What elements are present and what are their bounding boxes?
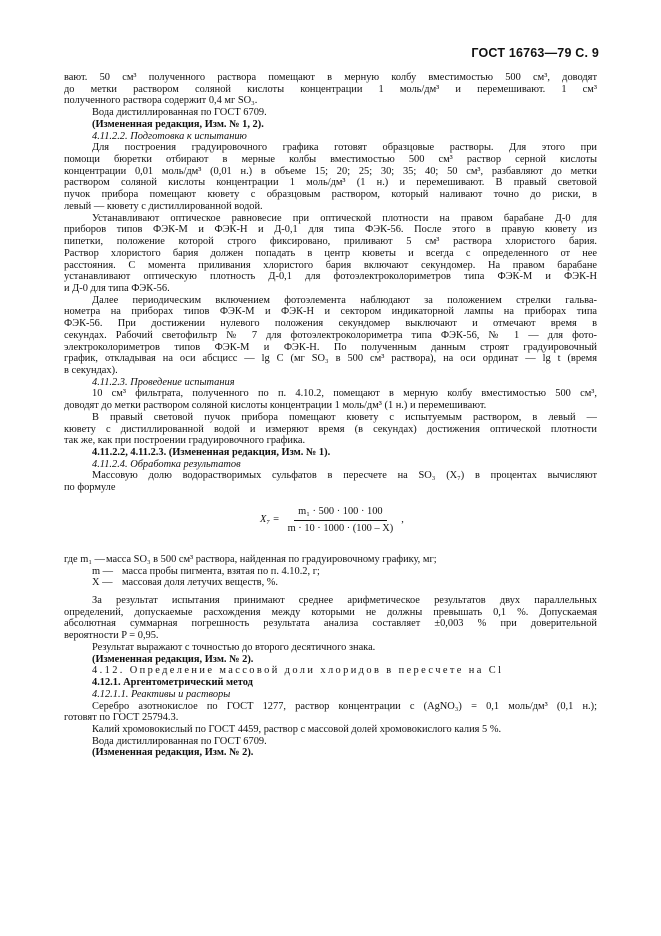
variable-symbol: X — — [92, 577, 113, 589]
text-line: ФЭК-56. При достижении нулевого положения секундомер выключают и отмечают время в — [64, 318, 597, 330]
variable-definition — [64, 566, 597, 578]
text-line: помощи бюретки отбирают в мерные колбы вместимостью 500 см³ раствор серной кислоты — [64, 154, 597, 166]
formula-denominator: m · 10 · 1000 · (100 – X) — [287, 522, 394, 534]
text-line: В правый световой пучок прибора помещают кювету с испытуемым раствором, в левый — — [92, 411, 597, 423]
variable-text: массовая доля летучих веществ, %. — [122, 577, 279, 589]
text-line: Вода дистиллированная по ГОСТ 6709. — [92, 735, 267, 747]
text-line: график, откладывая на оси абсцисс — lg C (мг SO₃ в 500 см³ раствора), на оси ординат — lg t (время — [64, 353, 597, 365]
text-line: Вода дистиллированная по ГОСТ 6709. — [92, 107, 267, 119]
text-line: За результат испытания принимают среднее арифметическое результатов двух параллельных — [92, 595, 597, 607]
text-line: расстояния. С момента приливания хлористого бария включают секундомер. На правом барабане — [64, 259, 597, 271]
section-heading: 4.11.2.2. Подготовка к испытанию — [92, 130, 247, 142]
text-line: приборов типов ФЭК-М и ФЭК-Н и Д-0,1 для типа ФЭК-56. После этого в правую кювету из — [64, 224, 597, 236]
revision-note: (Измененная редакция, Изм. № 2). — [92, 747, 254, 759]
variable-text: масса пробы пигмента, взятая по п. 4.10.2, г; — [122, 565, 320, 577]
variable-symbol: m — — [92, 565, 114, 577]
text-line: электроколориметров типов ФЭК-М и ФЭК-Н. По полученным данным строят градуировочный — [64, 341, 597, 353]
text-line: секундах. Рабочий светофильтр № 7 для фотоэлектроколориметра типа ФЭК-56, № 1 — для фото- — [64, 329, 597, 341]
variable-symbol: где m₁ — — [64, 553, 105, 565]
text-line: определений, допускаемые расхождения между которыми не должны превышать 0,1 %. Допускаемая — [64, 606, 597, 618]
text-line: левый — кювету с дистиллированной водой. — [64, 200, 263, 212]
text-line: Результат выражают с точностью до второго десятичного знака. — [92, 641, 376, 653]
text-line: по формуле — [64, 482, 116, 494]
variable-definition — [64, 554, 597, 566]
variable-definition — [64, 577, 597, 589]
text-line: готовят по ГОСТ 25794.3. — [64, 712, 179, 724]
text-line: Далее периодическим включением фотоэлемента наблюдают за положением стрелки гальва- — [92, 294, 597, 306]
text-line: в секундах). — [64, 364, 118, 376]
text-line: Устанавливают оптическое равновесие при оптической плотности на правом барабане Д-0 для — [92, 212, 597, 224]
formula-numerator: m₁ · 500 · 100 · 100 — [294, 506, 386, 521]
formula — [64, 498, 597, 550]
text-line: 10 см³ фильтрата, полученного по п. 4.10.2, помещают в мерную колбу вместимостью 500 см³, — [92, 388, 597, 400]
text-line: Для построения градуировочного графика готовят образцовые растворы. Для этого при — [92, 142, 597, 154]
text-line: нометра на приборах типов ФЭК-М и ФЭК-Н и сектором индикаторной лампы на приборах типа — [64, 306, 597, 318]
text-line: так же, как при построении градуировочного графика. — [64, 435, 306, 447]
text-line: пипетки, положение которой строго фиксировано, приливают 5 см³ раствора хлористого бария. — [64, 236, 597, 248]
document-body — [64, 72, 597, 759]
text-line: раствором соляной кислоты концентрации 1 моль/дм³ (1 н.) и перемешивают. В правый световой — [64, 177, 597, 189]
text-line: доводят до метки раствором соляной кислоты концентрации 1 моль/дм³ (1 н.) и перемешивают. — [64, 400, 487, 412]
text-line: концентрации 0,01 моль/дм³ (0,01 н.) в объеме 15; 20; 25; 30; 35; 40; 50 см³, разбавляют до метки — [64, 165, 597, 177]
formula-lhs: X₇ = — [260, 514, 280, 526]
text-line: Серебро азотнокислое по ГОСТ 1277, раствор концентрации c (AgNO₃) = 0,1 моль/дм³ (0,1 н.); — [92, 700, 597, 712]
section-heading: 4.11.2.4. Обработка результатов — [92, 458, 241, 470]
text-line: кювету с дистиллированной водой и измеряют время (в секундах) достижения оптической плотности — [64, 423, 597, 435]
text-line: Раствор хлористого бария должен попадать в центр кюветы и всегда с определенного от нее — [64, 247, 597, 259]
text-line: вают. 50 см³ полученного раствора помещают в мерную колбу вместимостью 500 см³, доводят — [64, 72, 597, 83]
text-line: полученного раствора содержит 0,4 мг SO₃. — [64, 95, 258, 107]
revision-note: (Измененная редакция, Изм. № 2). — [92, 653, 254, 665]
text-line: абсолютная суммарная погрешность результата анализа составляет ±0,003 % при доверительной — [64, 618, 597, 630]
variable-text: масса SO₃ в 500 см³ раствора, найденная по градуировочному графику, мг; — [106, 553, 437, 565]
text-line: и Д-0 для типа ФЭК-56. — [64, 282, 170, 294]
page-header: ГОСТ 16763—79 С. 9 — [471, 46, 599, 60]
text-line: пучок прибора помещают кювету с образцовым раствором, который наливают точно до риски, в — [64, 189, 597, 201]
text-line: Калий хромовокислый по ГОСТ 4459, раствор с массовой долей хромовокислого калия 5 %. — [92, 723, 502, 735]
text-line: устанавливают оптическую плотность Д-0,1 для фотоэлектроколориметров типа ФЭК-М и ФЭК-Н — [64, 271, 597, 283]
section-title: 4.12. Определение массовой доли хлоридов в пересчете на Cl — [92, 665, 504, 677]
section-heading: 4.12.1.1. Реактивы и растворы — [92, 688, 231, 700]
formula-tail: , — [401, 514, 404, 526]
revision-note: 4.11.2.2, 4.11.2.3. (Измененная редакция, Изм. № 1). — [92, 447, 331, 458]
text-line: Массовую долю водорастворимых сульфатов в пересчете на SO₃ (X₇) в процентах вычисляют — [92, 470, 597, 482]
formula-fraction — [284, 506, 398, 534]
revision-note: (Измененная редакция, Изм. № 1, 2). — [92, 118, 264, 130]
subsection-title: 4.12.1. Аргентометрический метод — [92, 677, 253, 689]
text-line: до метки раствором соляной кислоты концентрации 1 моль/дм³ и перемешивают. 1 см³ — [64, 83, 597, 95]
text-line: вероятности P = 0,95. — [64, 630, 159, 642]
section-heading: 4.11.2.3. Проведение испытания — [92, 376, 235, 388]
